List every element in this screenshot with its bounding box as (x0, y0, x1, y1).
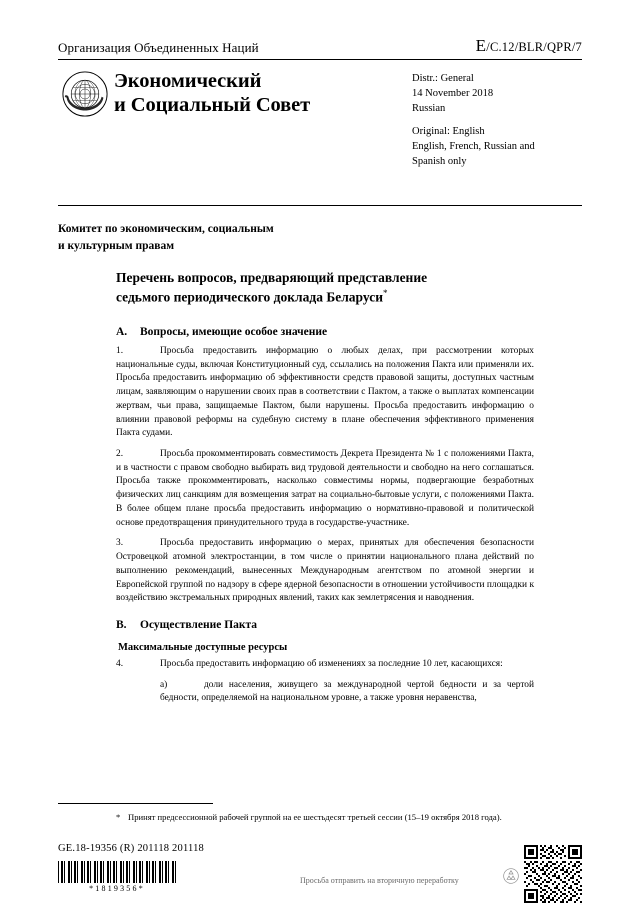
subsection-heading: Максимальные доступные ресурсы (118, 641, 288, 653)
distr-line-3: Original: English (412, 125, 485, 137)
committee-line1: Комитет по экономическим, социальным (58, 223, 274, 235)
paragraph-1-text: Просьба предоставить информацию о любых делах, при рассмотрении которых национальные суды, включая Конституционный суд, ссылались на положения Пакта или применяли их. Просьба предоставить информацию об эффективности средств правовой защиты, доступных частным лицам, заявляющим о нарушении своих прав в соответствии с Пактом, а также о выплатах компенсации жертвам, чьи права, защищаемые Пактом, были нарушены. Просьба предоставить информацию о влиянии правовой реформы на судебную систему в плане обеспечения эффективного применения Пакта судами. (116, 346, 534, 439)
header-bottom-divider (58, 205, 582, 206)
distribution-block (412, 69, 582, 169)
section-heading-b (116, 619, 534, 631)
section-b-title: Осуществление Пакта (140, 618, 258, 631)
committee-name (58, 221, 478, 254)
distr-line-5: Spanish only (412, 155, 467, 167)
header-top-row (58, 36, 582, 59)
document-header (58, 36, 582, 169)
paragraph-4a (116, 679, 534, 706)
section-heading-a (116, 326, 534, 338)
barcode (58, 861, 176, 893)
distr-line-2: Russian (412, 102, 446, 114)
symbol-rest: /C.12/BLR/QPR/7 (486, 40, 582, 54)
distr-line-1: 14 November 2018 (412, 87, 494, 99)
footnote-text: Принят предсессионной рабочей группой на ее шестьдесят третьей сессии (15–19 октября 2018 года). (128, 812, 502, 822)
doc-title-line2: седьмого периодического доклада Беларуси (116, 289, 383, 305)
paragraph-2-number: 2. (116, 449, 124, 460)
paragraph-2-text: Просьба прокомментировать совместимость Декрета Президента № 1 с положениями Пакта, и в частности с правом свободно выбирать вид трудовой деятельности и свободно на него соглашаться. Просьба также прокомментировать, насколько совместимы нормы, подвергающие безработных физических лиц санкциям для возмещения затрат на социально-бытовые услуги, с положениями Пакта. В более общем плане просьба предоставить информацию о нормативно-правовой и политической основе предотвращения принудительного труда в государстве-участнике. (116, 449, 534, 528)
doc-title-line1: Перечень вопросов, предваряющий представление (116, 270, 428, 285)
body-title-line1: Экономический (114, 70, 262, 92)
qr-code (524, 845, 582, 903)
section-b-label: B. (116, 618, 127, 631)
distr-line-0: Distr.: General (412, 73, 474, 84)
document-content (116, 313, 534, 710)
footnote-divider (58, 803, 213, 804)
paragraph-3 (116, 537, 534, 606)
doc-title-footnote-marker: * (383, 288, 388, 299)
un-emblem-icon (62, 71, 108, 117)
recycle-note: Просьба отправить на вторичную переработку (300, 876, 459, 885)
recycle-icon (503, 868, 519, 884)
paragraph-4 (116, 658, 534, 672)
organization-name: Организация Объединенных Наций (58, 40, 259, 55)
body-title-line2: и Социальный Совет (114, 94, 311, 117)
page-title (116, 268, 536, 307)
body-title-block (112, 69, 412, 169)
section-a-label: A. (116, 326, 128, 338)
paragraph-4a-letter: a) (160, 679, 168, 690)
paragraph-3-text: Просьба предоставить информацию о мерах, принятых для обеспечения безопасности Островецкой атомной электростанции, в том числе о принятии национального плана действий по выполнению рекомендаций, вынесенных Международным агентством по атомной энергии и Европейской группой по надзору в сфере ядерной безопасности в отношении устойчивости площадки к воздействию экстремальных природных явлений, таких как землетрясения и наводнения. (116, 538, 534, 604)
header-divider (58, 59, 582, 60)
paragraph-4a-text: доли населения, живущего за международной чертой бедности и за чертой бедности, определяемой на национальном уровне, а также уровня неравенства, (160, 679, 534, 704)
barcode-number: *1819356* (89, 884, 145, 893)
document-symbol (476, 36, 582, 56)
paragraph-4-number: 4. (116, 658, 124, 669)
ge-code: GE.18-19356 (R) 201118 201118 (58, 843, 204, 854)
paragraph-4-text: Просьба предоставить информацию об изменениях за последние 10 лет, касающихся: (160, 658, 503, 669)
symbol-prefix: E (475, 36, 487, 55)
footnote-marker: * (116, 812, 121, 822)
paragraph-1-number: 1. (116, 346, 124, 356)
paragraph-3-number: 3. (116, 538, 124, 549)
header-body (58, 69, 582, 169)
paragraph-1 (116, 345, 534, 441)
committee-line2: и культурным правам (58, 239, 175, 252)
paragraph-2 (116, 448, 534, 530)
barcode-bars (58, 861, 176, 883)
un-emblem-wrap (58, 69, 112, 169)
distr-line-4: English, French, Russian and (412, 140, 535, 152)
section-a-title: Вопросы, имеющие особое значение (140, 326, 328, 338)
footnote (116, 811, 536, 823)
